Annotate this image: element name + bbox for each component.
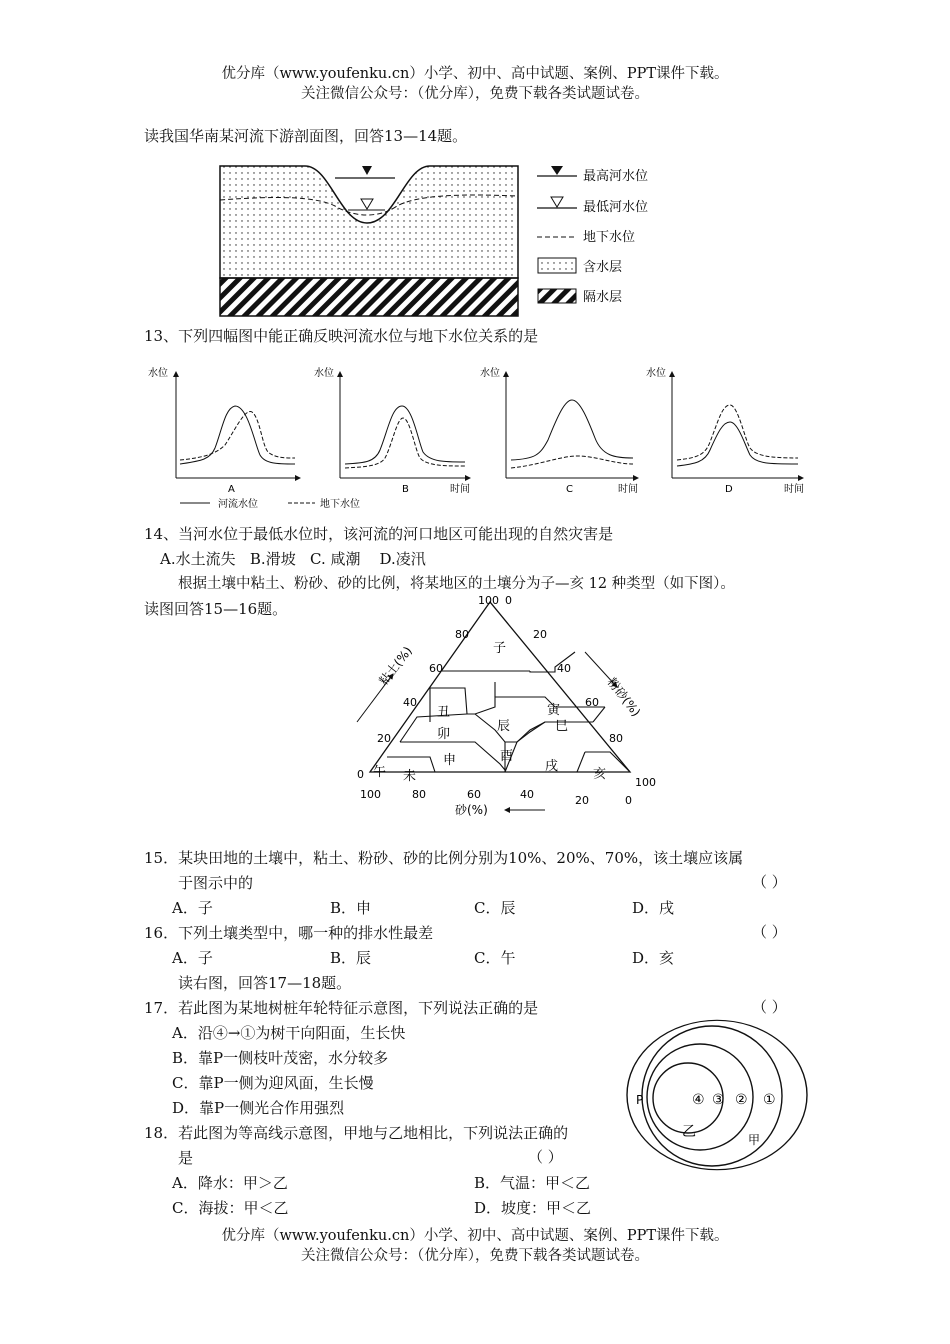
intro-15-16-line2: 读图回答15—16题。: [144, 600, 288, 618]
legend-aquifer-label: 含水层: [583, 260, 623, 275]
graph-c: [480, 366, 638, 495]
aquiclude-area: [220, 278, 518, 316]
q14-options: A.水土流失 B.滑坡 C. 咸潮 D.凌汛: [160, 550, 426, 568]
region-si: 巳: [555, 719, 569, 734]
sand-tick-60: 60: [467, 788, 481, 801]
q16-option-d: D．亥: [632, 949, 675, 967]
region-you: 酉: [500, 749, 514, 764]
q16-paren: （ ）: [752, 923, 787, 941]
q16-text: 16．下列土壤类型中，哪一种的排水性最差: [144, 924, 434, 942]
graph-c-xlabel: 时间: [618, 484, 638, 495]
silt-tick-0: 0: [505, 594, 512, 607]
silt-tick-100: 100: [635, 776, 656, 789]
ring-label-1: ①: [763, 1092, 776, 1108]
aquifer-area: [220, 166, 518, 278]
region-yin: 寅: [547, 703, 561, 718]
intro-13-14: 读我国华南某河流下游剖面图，回答13—14题。: [144, 127, 468, 145]
region-mao: 卯: [437, 727, 451, 742]
graph-b-xlabel: 时间: [450, 484, 470, 495]
region-hai: 亥: [593, 767, 607, 782]
graph-c-ylabel: 水位: [480, 368, 500, 379]
q18-paren: （ ）: [528, 1148, 563, 1166]
rings-figure: [620, 1012, 820, 1172]
graph-d-label: D: [725, 484, 733, 495]
graph-c-label: C: [566, 484, 573, 495]
silt-tick-20: 20: [533, 628, 547, 641]
ring-label-2: ②: [735, 1092, 748, 1108]
footer-line-1: 优分库（www.youfenku.cn）小学、初中、高中试题、案例、PPT课件下载。: [221, 1228, 729, 1244]
q16-option-b: B．辰: [330, 949, 372, 967]
clay-axis-label: 粘土(%): [376, 643, 415, 688]
legend-min-label: 最低河水位: [583, 200, 649, 215]
graph-d-xlabel: 时间: [784, 484, 804, 495]
graph-b: [314, 366, 470, 495]
q17-text: 17．若此图为某地树桩年轮特征示意图，下列说法正确的是: [144, 999, 539, 1017]
silt-tick-40: 40: [557, 662, 571, 675]
ring-label-jia: 甲: [748, 1133, 761, 1147]
graph-c-river-line: [511, 400, 633, 460]
legend-aquifer-icon: [538, 258, 576, 273]
header-line-1: 优分库（www.youfenku.cn）小学、初中、高中试题、案例、PPT课件下载。: [221, 66, 729, 82]
max-level-marker: [362, 166, 372, 175]
q14-text: 14、当河水位于最低水位时，该河流的河口地区可能出现的自然灾害是: [144, 525, 614, 543]
q18-line2: 是: [178, 1149, 194, 1167]
q15-option-b: B．申: [330, 899, 372, 917]
clay-tick-80: 80: [455, 628, 469, 641]
region-wu: 午: [373, 765, 387, 780]
sand-tick-40: 40: [520, 788, 534, 801]
footer-line-2: 关注微信公众号：（优分库），免费下载各类试题试卷。: [301, 1248, 649, 1264]
q15-paren: （ ）: [752, 873, 787, 891]
triangle-outline: [370, 602, 630, 772]
graph-a-label: A: [228, 484, 235, 495]
region-chou: 丑: [437, 705, 451, 720]
sand-axis-label: 砂(%): [455, 803, 488, 817]
silt-tick-60: 60: [585, 696, 599, 709]
ring-label-3: ③: [712, 1092, 725, 1108]
ring-label-p: P: [636, 1093, 644, 1107]
legend-max-icon: [551, 166, 563, 175]
q15-line1: 15．某块田地的土壤中，粘土、粉砂、砂的比例分别为10%、20%、70%，该土壤应该属: [144, 849, 744, 867]
legend-min-icon: [551, 197, 563, 207]
graph-b-ylabel: 水位: [314, 368, 334, 379]
sand-tick-100: 100: [360, 788, 381, 801]
ring-label-yi: 乙: [682, 1124, 696, 1140]
graph-a-ground-line: [180, 412, 295, 460]
q15-option-d: D．戌: [632, 899, 675, 917]
q17-option-a: A．沿④→①为树干向阳面，生长快: [172, 1024, 406, 1042]
region-zi: 子: [493, 641, 507, 656]
graph-d: [646, 366, 804, 495]
region-wei: 未: [403, 769, 417, 784]
q17-option-c: C．靠P一侧为迎风面，生长慢: [172, 1074, 374, 1092]
graph-b-river-line: [345, 406, 465, 464]
graph-a-river-line: [180, 406, 295, 464]
region-chen: 辰: [497, 719, 511, 734]
graph-b-label: B: [402, 484, 409, 495]
clay-tick-60: 60: [429, 662, 443, 675]
q17-option-d: D．靠P一侧光合作用强烈: [172, 1099, 345, 1117]
soil-triangle-figure: [345, 592, 665, 824]
intro-17-18: 读右图，回答17—18题。: [178, 974, 352, 992]
legend-aquiclude-label: 隔水层: [583, 290, 623, 305]
clay-tick-0: 0: [357, 768, 364, 781]
q18-line1: 18．若此图为等高线示意图，甲地与乙地相比，下列说法正确的: [144, 1124, 569, 1142]
ring-label-4: ④: [692, 1092, 705, 1108]
graph-d-ground-line: [677, 405, 798, 460]
q17-paren: （ ）: [752, 998, 787, 1016]
legend-aquiclude-icon: [538, 289, 576, 303]
graphs-legend-ground: 地下水位: [320, 499, 360, 510]
q13-text: 13、下列四幅图中能正确反映河流水位与地下水位关系的是: [144, 327, 539, 345]
q15-option-a: A．子: [172, 899, 213, 917]
water-level-graphs: [140, 360, 820, 515]
silt-axis-label: 粉砂(%): [604, 675, 644, 720]
q17-option-b: B．靠P一侧枝叶茂密，水分较多: [172, 1049, 389, 1067]
intro-15-16-line1: 根据土壤中粘土、粉砂、砂的比例，将某地区的土壤分为子—亥 12 种类型（如下图）。: [178, 576, 735, 592]
clay-tick-20: 20: [377, 732, 391, 745]
graph-a: [148, 366, 300, 495]
graphs-legend-river: 河流水位: [218, 499, 258, 510]
header-line-2: 关注微信公众号：（优分库），免费下载各类试题试卷。: [301, 86, 649, 102]
river-profile-figure: [215, 158, 675, 320]
region-xu: 戌: [545, 759, 559, 774]
q18-option-c: C．海拔：甲＜乙: [172, 1199, 289, 1217]
graph-a-ylabel: 水位: [148, 368, 168, 379]
legend-ground-label: 地下水位: [583, 230, 636, 245]
region-shen: 申: [443, 753, 457, 768]
graph-d-ylabel: 水位: [646, 368, 666, 379]
graph-d-river-line: [677, 422, 798, 466]
clay-tick-40: 40: [403, 696, 417, 709]
min-level-marker: [361, 199, 373, 209]
q16-option-a: A．子: [172, 949, 213, 967]
q18-option-d: D．坡度：甲＜乙: [474, 1199, 592, 1217]
sand-tick-80: 80: [412, 788, 426, 801]
q18-option-a: A．降水：甲＞乙: [172, 1174, 288, 1192]
silt-tick-80: 80: [609, 732, 623, 745]
legend-max-label: 最高河水位: [583, 169, 649, 184]
clay-tick-100: 100: [478, 594, 499, 607]
q16-option-c: C．午: [474, 949, 516, 967]
sand-tick-20: 20: [575, 794, 589, 807]
q15-line2: 于图示中的: [178, 874, 254, 892]
q15-option-c: C．辰: [474, 899, 516, 917]
q18-option-b: B．气温：甲＜乙: [474, 1174, 591, 1192]
sand-tick-0: 0: [625, 794, 632, 807]
graph-b-ground-line: [345, 418, 465, 468]
